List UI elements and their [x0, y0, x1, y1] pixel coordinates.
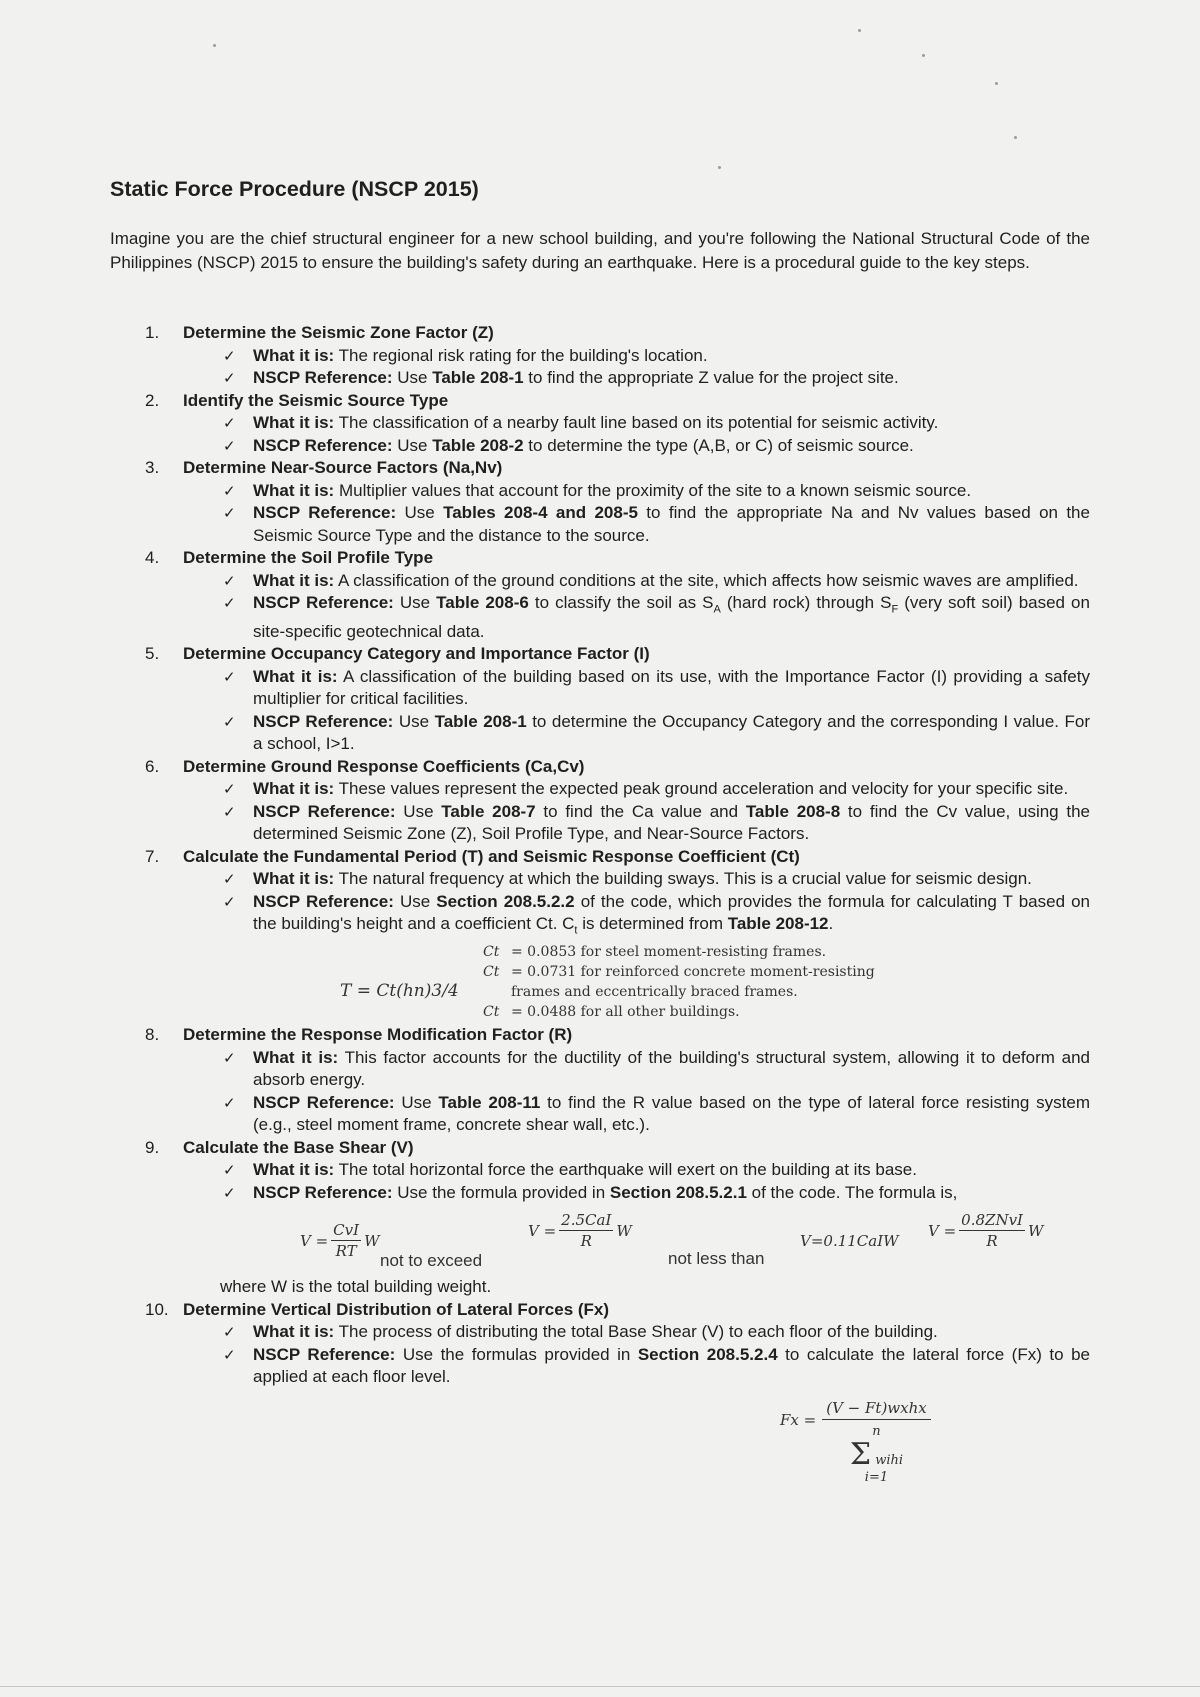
base-shear-where: where W is the total building weight.	[220, 1277, 492, 1297]
base-shear-formula	[300, 1220, 379, 1261]
what-it-is-point	[183, 570, 1090, 593]
what-it-is-text: The process of distributing the total Base Shear (V) to each floor of the building.	[338, 1322, 938, 1342]
step-number: 7.	[145, 846, 160, 866]
nscp-reference-point	[183, 891, 1090, 942]
nscp-reference-point	[183, 1344, 1090, 1389]
what-it-is-label: What it is:	[253, 345, 335, 365]
what-it-is-text: A classification of the ground conditions at the site, which affects how seismic waves are amplified.	[338, 570, 1079, 590]
nscp-reference-label: NSCP Reference:	[253, 593, 394, 612]
what-it-is-point	[183, 480, 1090, 503]
near-source-base-shear-formula	[928, 1210, 1043, 1251]
step-points	[183, 1047, 1090, 1137]
step-title: Determine the Response Modification Factor (R)	[183, 1025, 573, 1045]
step-item	[110, 457, 1090, 547]
reference-text: Use	[399, 593, 437, 612]
scan-speck	[922, 54, 925, 57]
step-number: 5.	[145, 644, 160, 664]
sum-body	[849, 1436, 904, 1472]
step-number: 10.	[145, 1299, 169, 1319]
ct-text: = 0.0853 for steel moment-resisting frames.	[511, 944, 827, 961]
sum-term: wihi	[871, 1452, 904, 1468]
max-base-shear-formula	[528, 1210, 632, 1251]
table-reference: Section 208.5.2.4	[637, 1344, 778, 1364]
what-it-is-point	[183, 1159, 1090, 1182]
step-number: 6.	[145, 756, 160, 776]
table-reference: Table 208-2	[432, 435, 524, 455]
nscp-reference-point	[183, 502, 1090, 547]
check-icon: ✓	[223, 571, 236, 590]
check-icon: ✓	[223, 1161, 236, 1180]
what-it-is-point	[183, 345, 1090, 368]
scan-edge-line	[0, 1686, 1200, 1687]
reference-text: is determined from	[577, 914, 728, 934]
what-it-is-text: Multiplier values that account for the proximity of the site to a known seismic source.	[338, 480, 972, 500]
table-reference: Section 208.5.2.1	[609, 1182, 747, 1202]
fraction	[959, 1210, 1025, 1251]
reference-text: of the code. The formula is,	[746, 1182, 958, 1202]
scan-speck	[858, 29, 861, 32]
nscp-reference-label: NSCP Reference:	[253, 435, 393, 455]
what-it-is-label: What it is:	[253, 779, 335, 799]
nscp-reference-label: NSCP Reference:	[253, 801, 396, 821]
what-it-is-point	[183, 412, 1090, 435]
reference-text: Use	[403, 801, 442, 821]
not-less-than-label: not less than	[668, 1249, 765, 1269]
nscp-reference-label: NSCP Reference:	[253, 711, 394, 731]
reference-text: to determine the type (A,B, or C) of seismic source.	[523, 435, 914, 455]
min-base-shear-formula: V=0.11CaIW	[800, 1232, 899, 1251]
reference-text: to find the Cv value, using the determined Seismic Zone (Z), Soil Profile Type, and Near-Source Factors.	[253, 801, 1091, 844]
step-points	[183, 570, 1090, 644]
check-icon: ✓	[223, 369, 236, 387]
nscp-reference-point	[183, 435, 1090, 458]
step-points	[183, 666, 1090, 756]
check-icon: ✓	[223, 594, 236, 612]
step-points	[183, 778, 1090, 846]
step-number: 9.	[145, 1137, 160, 1157]
what-it-is-label: What it is:	[253, 869, 335, 889]
what-it-is-label: What it is:	[253, 1047, 339, 1067]
reference-text: Use	[401, 1092, 439, 1112]
reference-text: to classify the soil as S	[528, 593, 714, 612]
what-it-is-label: What it is:	[253, 1160, 335, 1180]
nscp-reference-point	[183, 711, 1090, 756]
sum-bottom: i=1	[864, 1469, 889, 1485]
table-reference: Tables 208-4 and 208-5	[443, 503, 638, 522]
table-reference: Section 208.5.2.2	[436, 891, 575, 911]
check-icon: ✓	[223, 892, 236, 911]
denominator: R	[580, 1232, 592, 1251]
fraction	[331, 1220, 361, 1261]
step-item	[110, 322, 1090, 390]
reference-text: .	[828, 914, 834, 934]
scan-speck	[995, 82, 998, 85]
check-icon: ✓	[223, 504, 236, 522]
period-formula	[183, 942, 1090, 1024]
step-number: 3.	[145, 458, 160, 477]
check-icon: ✓	[223, 780, 236, 799]
sum-top: n	[872, 1423, 881, 1439]
reference-text: of the code, which provides the formula for calculating T based on the building's height and a coefficient Ct. C	[253, 891, 1090, 934]
step-points	[183, 1321, 1090, 1389]
nscp-reference-point	[183, 367, 1090, 390]
check-icon: ✓	[223, 436, 236, 455]
reference-text: Use	[399, 891, 437, 911]
check-icon: ✓	[223, 1183, 236, 1202]
denominator: RT	[335, 1242, 357, 1261]
formula-lhs: Fx =	[780, 1410, 817, 1429]
step-item	[110, 846, 1090, 1024]
what-it-is-text: The natural frequency at which the building sways. This is a crucial value for seismic design.	[338, 869, 1032, 889]
step-number: 8.	[145, 1025, 160, 1045]
reference-text: to find the appropriate Z value for the project site.	[523, 368, 899, 387]
what-it-is-label: What it is:	[253, 480, 335, 500]
nscp-reference-label: NSCP Reference:	[253, 1092, 395, 1112]
ct-symbol: Ct	[483, 1004, 500, 1021]
check-icon: ✓	[223, 1093, 236, 1112]
ct-symbol: Ct	[483, 944, 500, 961]
numerator: (V − Ft)wxhx	[822, 1397, 931, 1420]
reference-text: Use the formula provided in	[397, 1182, 610, 1202]
reference-text: Use	[397, 368, 433, 387]
step-title: Determine the Soil Profile Type	[183, 548, 434, 567]
not-to-exceed-label: not to exceed	[380, 1251, 483, 1271]
numerator: CvI	[333, 1221, 360, 1240]
reference-text: to calculate the lateral force (Fx) to be applied at each floor level.	[253, 1344, 1090, 1387]
ct-text: = 0.0488 for all other buildings.	[511, 1004, 740, 1021]
what-it-is-point	[183, 868, 1090, 891]
nscp-reference-label: NSCP Reference:	[253, 1344, 396, 1364]
what-it-is-text: The classification of a nearby fault line based on its potential for seismic activity.	[338, 413, 939, 432]
fraction	[822, 1397, 931, 1486]
step-item	[110, 1024, 1090, 1137]
numerator: 2.5CaI	[561, 1211, 612, 1230]
reference-text: to find the appropriate Na and Nv values based on the Seismic Source Type and the distance to the source.	[253, 503, 1090, 545]
nscp-reference-label: NSCP Reference:	[253, 503, 397, 522]
nscp-reference-point	[183, 592, 1090, 643]
reference-text: Use	[404, 503, 444, 522]
sum-symbol: Σ	[849, 1436, 872, 1472]
ct-value-row	[483, 1002, 875, 1022]
step-title: Determine Vertical Distribution of Lateral Forces (Fx)	[183, 1299, 610, 1319]
reference-text: Use	[397, 435, 433, 455]
step-points	[183, 345, 1090, 390]
ct-value-row	[483, 962, 875, 1002]
formula-rhs: W	[616, 1221, 632, 1240]
step-title: Identify the Seismic Source Type	[183, 390, 449, 410]
what-it-is-label: What it is:	[253, 1322, 335, 1342]
check-icon: ✓	[223, 802, 236, 821]
step-number: 2.	[145, 390, 160, 410]
nscp-reference-label: NSCP Reference:	[253, 1182, 393, 1202]
formula-lhs: V =	[928, 1221, 957, 1240]
step-item	[110, 643, 1090, 756]
step-number: 1.	[145, 323, 160, 342]
what-it-is-text: The regional risk rating for the building's location.	[338, 345, 708, 365]
formula-rhs: W	[1027, 1221, 1044, 1240]
what-it-is-label: What it is:	[253, 413, 335, 432]
step-title: Determine Ground Response Coefficients (Ca,Cv)	[183, 756, 585, 776]
check-icon: ✓	[223, 667, 236, 686]
denominator: R	[986, 1232, 998, 1251]
step-title: Calculate the Base Shear (V)	[183, 1137, 414, 1157]
step-item	[110, 1299, 1090, 1509]
table-reference: Table 208-12	[727, 914, 829, 934]
subscript: F	[891, 603, 899, 616]
nscp-reference-point	[183, 801, 1090, 846]
lateral-force-formula	[183, 1389, 1090, 1509]
step-item	[110, 390, 1090, 458]
table-reference: Table 208-8	[745, 801, 841, 821]
formula-lhs: V =	[300, 1231, 329, 1250]
scan-speck	[718, 166, 721, 169]
reference-text: (hard rock) through S	[720, 593, 892, 612]
step-points	[183, 868, 1090, 942]
fraction	[559, 1210, 613, 1251]
nscp-reference-label: NSCP Reference:	[253, 891, 394, 911]
what-it-is-text: The total horizontal force the earthquake will exert on the building at its base.	[338, 1160, 917, 1180]
table-reference: Table 208-1	[434, 711, 527, 731]
nscp-reference-point	[183, 1092, 1090, 1137]
fx-equation	[780, 1397, 931, 1486]
period-equation: T = Ct(hn)3/4	[340, 981, 459, 1002]
summation	[850, 1424, 903, 1486]
nscp-reference-label: NSCP Reference:	[253, 368, 393, 387]
check-icon: ✓	[223, 1345, 236, 1364]
table-reference: Table 208-11	[438, 1092, 541, 1112]
check-icon: ✓	[223, 1048, 236, 1067]
table-reference: Table 208-1	[432, 368, 524, 387]
what-it-is-point	[183, 666, 1090, 711]
nscp-reference-point	[183, 1182, 1090, 1205]
reference-text: to determine the Occupancy Category and the corresponding I value. For a school, I>1.	[253, 711, 1090, 754]
step-item	[110, 1137, 1090, 1299]
what-it-is-label: What it is:	[253, 570, 335, 590]
formula-lhs: V =	[528, 1221, 557, 1240]
base-shear-formulas	[183, 1204, 1090, 1276]
subscript: t	[574, 924, 578, 937]
reference-text: (very soft soil) based on site-specific geotechnical data.	[253, 593, 1090, 641]
check-icon: ✓	[223, 870, 236, 889]
reference-text: to find the R value based on the type of lateral force resisting system (e.g., steel moment frame, concrete shear wall, etc.).	[253, 1092, 1090, 1135]
numerator: 0.8ZNvI	[961, 1211, 1023, 1230]
table-reference: Table 208-7	[441, 801, 536, 821]
step-title: Determine the Seismic Zone Factor (Z)	[183, 323, 494, 342]
page-title: Static Force Procedure (NSCP 2015)	[110, 177, 479, 201]
what-it-is-text: These values represent the expected peak ground acceleration and velocity for your specific site.	[338, 779, 1069, 799]
what-it-is-point	[183, 1321, 1090, 1344]
what-it-is-point	[183, 1047, 1090, 1092]
ct-value-row	[483, 942, 875, 962]
reference-text: to find the Ca value and	[535, 801, 746, 821]
scan-speck	[213, 44, 216, 47]
step-points	[183, 1159, 1090, 1204]
step-item	[110, 547, 1090, 643]
ct-symbol: Ct	[483, 964, 500, 981]
step-title: Determine Occupancy Category and Importance Factor (I)	[183, 644, 650, 664]
step-title: Determine Near-Source Factors (Na,Nv)	[183, 458, 503, 477]
step-title: Calculate the Fundamental Period (T) and Seismic Response Coefficient (Ct)	[183, 846, 800, 866]
table-reference: Table 208-6	[436, 593, 529, 612]
check-icon: ✓	[223, 481, 236, 500]
what-it-is-point	[183, 778, 1090, 801]
step-points	[183, 412, 1090, 457]
reference-text: Use the formulas provided in	[402, 1344, 638, 1364]
formula-rhs: W	[364, 1231, 380, 1250]
subscript: A	[713, 603, 721, 616]
what-it-is-label: What it is:	[253, 666, 338, 686]
check-icon: ✓	[223, 414, 236, 432]
check-icon: ✓	[223, 1323, 236, 1342]
intro-paragraph: Imagine you are the chief structural engineer for a new school building, and you're following the National Structural Code of the Philippines (NSCP) 2015 to ensure the building's safety during an earthquake. Here is a procedural guide to the key steps.	[110, 229, 1090, 272]
scan-speck	[1014, 136, 1017, 139]
what-it-is-text: A classification of the building based on its use, with the Importance Factor (I) providing a safety multiplier for critical facilities.	[253, 666, 1090, 709]
step-item	[110, 756, 1090, 846]
check-icon: ✓	[223, 712, 236, 731]
step-points	[183, 480, 1090, 548]
reference-text: Use	[398, 711, 435, 731]
check-icon: ✓	[223, 346, 236, 365]
step-number: 4.	[145, 548, 160, 567]
procedure-steps	[110, 322, 1090, 1509]
ct-text: = 0.0731 for reinforced concrete moment-resisting frames and eccentrically braced frames.	[511, 964, 875, 1001]
what-it-is-text: This factor accounts for the ductility of the building's structural system, allowing it to deform and absorb energy.	[253, 1047, 1091, 1090]
ct-values	[483, 942, 875, 1022]
